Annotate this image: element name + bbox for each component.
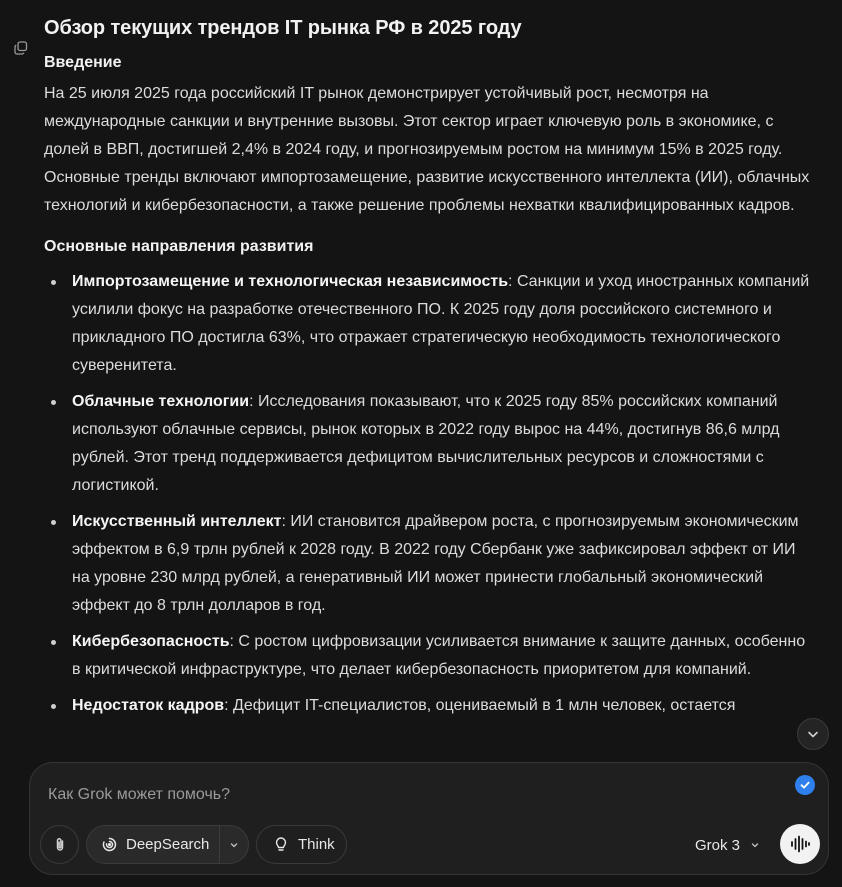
list-item-term: Кибербезопасность bbox=[72, 633, 230, 650]
scroll-down-button[interactable] bbox=[797, 718, 829, 750]
voice-mode-button[interactable] bbox=[780, 824, 820, 864]
chevron-down-icon bbox=[750, 840, 760, 850]
chevron-down-icon bbox=[806, 727, 820, 741]
list-item-term: Облачные технологии bbox=[72, 393, 250, 410]
article-title: Обзор текущих трендов IT рынка РФ в 2025 году bbox=[44, 17, 522, 39]
list-item bbox=[44, 388, 814, 500]
response-content bbox=[44, 14, 814, 728]
list-item bbox=[44, 628, 814, 684]
prompt-input[interactable] bbox=[48, 783, 748, 807]
list-item-text: : Санкции и уход иностранных компаний усилили фокус на разработке отечественного ПО. К 2025 году доля российского системного и прикладного ПО достигла 63%, что отражает стратегическую необходимость технологического суверенитета. bbox=[72, 273, 810, 374]
deepsearch-icon bbox=[101, 836, 118, 853]
list-item-text: : ИИ становится драйвером роста, с прогнозируемым экономическим эффектом в 6,9 трлн рублей к 2028 году. В 2022 году Сбербанк уже зафиксировал эффект от ИИ на уровне 230 млрд рублей, а генеративный ИИ может принести глобальный экономический эффект до 8 трлн долларов в год. bbox=[72, 513, 799, 614]
paperclip-icon bbox=[51, 836, 69, 854]
think-button[interactable] bbox=[256, 825, 347, 864]
copy-icon[interactable] bbox=[13, 40, 29, 56]
lightbulb-icon bbox=[273, 836, 289, 853]
deepsearch-label: DeepSearch bbox=[126, 836, 210, 853]
attach-button[interactable] bbox=[40, 825, 79, 864]
voice-waveform-icon bbox=[789, 834, 811, 854]
list-item bbox=[44, 508, 814, 620]
list-item bbox=[44, 268, 814, 380]
model-selector[interactable] bbox=[695, 833, 760, 857]
check-icon bbox=[795, 775, 815, 795]
chevron-down-icon bbox=[229, 840, 239, 850]
list-item-text: : С ростом цифровизации усиливается внимание к защите данных, особенно в критической инфраструктуре, что делает кибербезопасность приоритетом для компаний. bbox=[72, 633, 806, 678]
think-label: Think bbox=[298, 836, 335, 853]
deepsearch-options-button[interactable] bbox=[220, 826, 248, 863]
list-item-term: Искусственный интеллект bbox=[72, 513, 282, 530]
intro-paragraph: На 25 июля 2025 года российский IT рынок демонстрирует устойчивый рост, несмотря на международные санкции и внутренние вызовы. Этот сектор играет ключевую роль в экономике, с долей в ВВП, достигшей 2,4% в 2024 году, и прогнозируемым ростом на минимум 15% в 2025 году. Основные тренды включают импортозамещение, развитие искусственного интеллекта (ИИ), облачных технологий и кибербезопасности, а также решение проблемы нехватки квалифицированных кадров. bbox=[44, 85, 810, 214]
deepsearch-button[interactable] bbox=[86, 825, 249, 864]
list-item bbox=[44, 692, 814, 720]
list-item-term: Недостаток кадров bbox=[72, 697, 225, 714]
deepsearch-toggle[interactable] bbox=[87, 826, 219, 863]
directions-list bbox=[44, 268, 814, 720]
list-item-text: : Дефицит IT-специалистов, оцениваемый в 1 млн человек, остается bbox=[224, 697, 736, 714]
list-item-term: Импортозамещение и технологическая независимость bbox=[72, 273, 509, 290]
composer bbox=[29, 762, 829, 875]
directions-heading: Основные направления развития bbox=[44, 238, 314, 255]
intro-heading: Введение bbox=[44, 54, 122, 71]
list-item-text: : Исследования показывают, что к 2025 году 85% российских компаний используют облачные сервисы, рынок которых в 2022 году вырос на 44%, достигнув 86,6 млрд рублей. Этот тренд поддерживается дефицитом вычислительных ресурсов и сложностями с логистикой. bbox=[72, 393, 780, 494]
model-label: Grok 3 bbox=[695, 836, 741, 854]
